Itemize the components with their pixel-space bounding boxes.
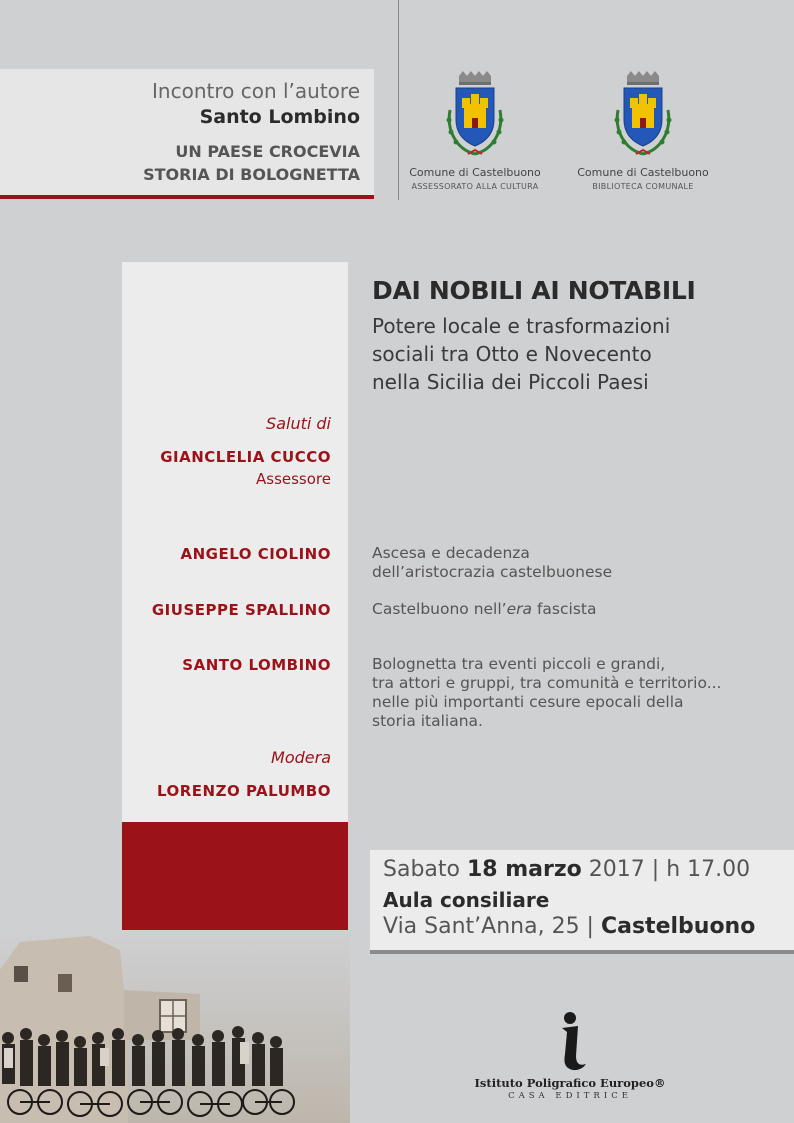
separator: | xyxy=(644,857,667,882)
talk-line: storia italiana. xyxy=(372,712,483,730)
publisher-name: Istituto Poligrafico Europeo® xyxy=(474,1076,666,1090)
publisher-sub: CASA EDITRICE xyxy=(508,1091,632,1101)
talk-text: Castelbuono nell’ xyxy=(372,600,507,618)
coat-of-arms-icon xyxy=(444,70,506,160)
day: Sabato xyxy=(383,857,460,882)
date-line xyxy=(383,857,750,882)
speaker-name: SANTO LOMBINO xyxy=(182,656,331,674)
speaker-name: GIUSEPPE SPALLINO xyxy=(151,601,331,619)
logo-assessorato xyxy=(400,70,550,191)
coat-of-arms-icon xyxy=(612,70,674,160)
author-name: Santo Lombino xyxy=(199,106,360,128)
logo-1-sub: ASSESSORATO ALLA CULTURA xyxy=(411,182,539,191)
intro-line: Incontro con l’autore xyxy=(152,79,360,103)
title-card xyxy=(0,69,374,199)
event-subtitle-line: sociali tra Otto e Novecento xyxy=(372,342,652,366)
date: 18 marzo xyxy=(466,857,582,882)
historic-group-photo xyxy=(0,930,350,1123)
event-title: DAI NOBILI AI NOTABILI xyxy=(372,276,696,305)
moderator-name: LORENZO PALUMBO xyxy=(156,782,331,800)
speaker-talk xyxy=(372,600,782,619)
speaker-name: ANGELO CIOLINO xyxy=(180,545,331,563)
moderator-label: Modera xyxy=(271,748,331,767)
talk-line: tra attori e gruppi, tra comunità e territorio... xyxy=(372,674,722,692)
header-divider xyxy=(398,0,399,200)
city: Castelbuono xyxy=(600,914,756,939)
time: h 17.00 xyxy=(666,857,751,882)
greetings-label: Saluti di xyxy=(266,414,331,433)
venue: Aula consiliare xyxy=(383,888,550,912)
talk-text: fascista xyxy=(532,600,597,618)
speaker-talk xyxy=(372,544,782,582)
address: Via Sant’Anna, 25 xyxy=(383,914,580,939)
logo-2-sub: BIBLIOTECA COMUNALE xyxy=(592,182,694,191)
publisher-i-logo-icon xyxy=(548,1010,592,1072)
event-subtitle-line: Potere locale e trasformazioni xyxy=(372,314,671,338)
year: 2017 xyxy=(588,857,645,882)
publisher xyxy=(470,1010,670,1101)
book-title-line-2: STORIA DI BOLOGNETTA xyxy=(143,165,360,184)
talk-line: nelle più importanti cesure epocali della xyxy=(372,693,684,711)
address-line xyxy=(383,914,755,939)
event-subtitle xyxy=(372,312,782,396)
book-title-line-1: UN PAESE CROCEVIA xyxy=(175,142,360,161)
logo-biblioteca xyxy=(568,70,718,191)
schedule-box xyxy=(370,850,794,954)
speaker-talk xyxy=(372,655,782,731)
talk-line: dell’aristocrazia castelbuonese xyxy=(372,563,613,581)
greetings-role: Assessore xyxy=(256,470,331,488)
separator: | xyxy=(579,914,601,939)
event-subtitle-line: nella Sicilia dei Piccoli Paesi xyxy=(372,370,649,394)
talk-line: Ascesa e decadenza xyxy=(372,544,530,562)
logo-1-name: Comune di Castelbuono xyxy=(409,166,541,179)
logo-2-name: Comune di Castelbuono xyxy=(577,166,709,179)
program-panel xyxy=(122,262,348,822)
greetings-name: GIANCLELIA CUCCO xyxy=(160,448,331,466)
talk-emphasis: era xyxy=(506,600,533,618)
talk-line: Bolognetta tra eventi piccoli e grandi, xyxy=(372,655,666,673)
